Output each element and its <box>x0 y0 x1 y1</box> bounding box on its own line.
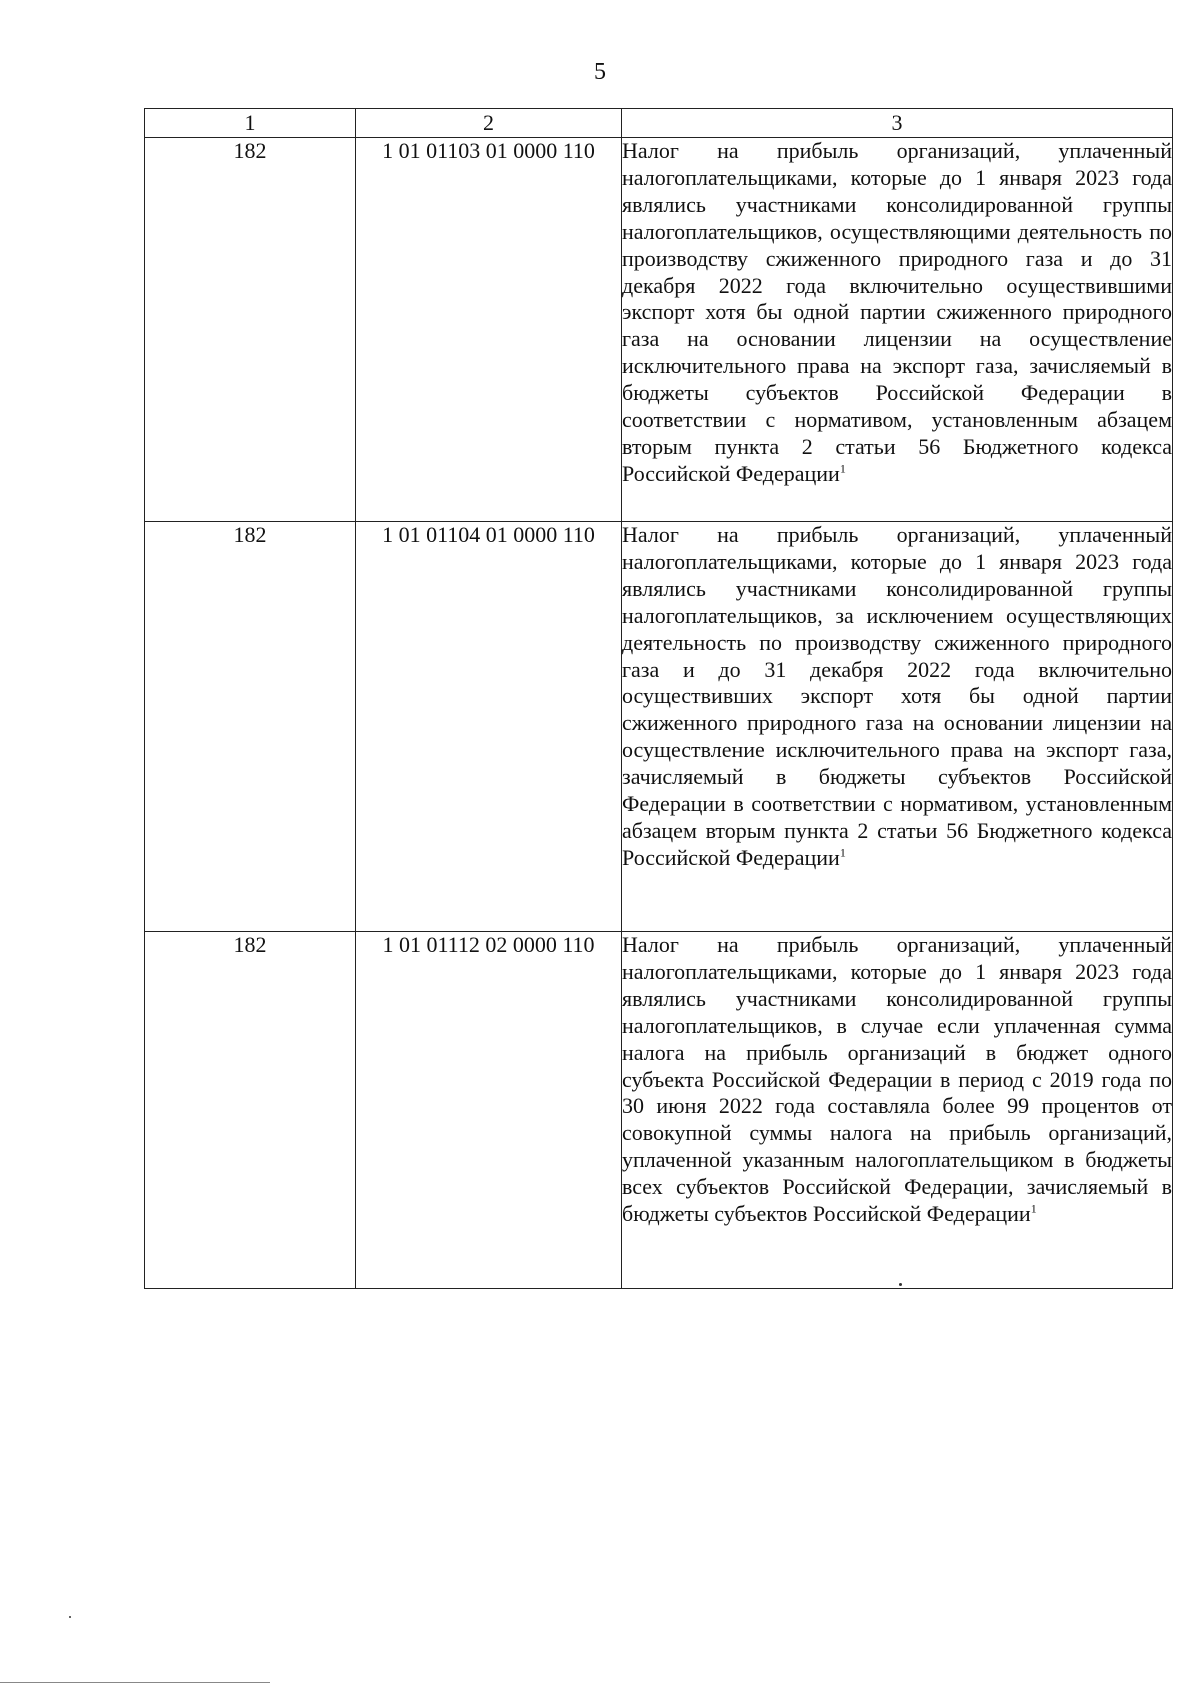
footnote-marker: 1 <box>839 845 846 860</box>
revenue-description-cell <box>622 138 1173 522</box>
administrator-code-cell: 182 <box>145 522 356 932</box>
scan-speck <box>69 1616 71 1618</box>
column-header-1: 1 <box>145 109 356 138</box>
administrator-code-cell: 182 <box>145 932 356 1289</box>
revenue-description-cell <box>622 522 1173 932</box>
footnote-marker: 1 <box>839 461 846 476</box>
table-row <box>145 138 1173 522</box>
scan-edge-line <box>0 1682 270 1683</box>
revenue-description-cell <box>622 932 1173 1289</box>
budget-classification-code-cell: 1 01 01104 01 0000 110 <box>356 522 622 932</box>
column-header-2: 2 <box>356 109 622 138</box>
footnote-marker: 1 <box>1030 1201 1037 1216</box>
revenue-description-text: Налог на прибыль организаций, уплаченный налогоплательщиками, которые до 1 января 2023 года являлись участниками консолидированной группы налогоплательщиков, в случае если уплаченная сумма налога на прибыль организаций в бюджет одного субъекта Российской Федерации в период с 2019 года по 30 июня 2022 года составляла более 99 процентов от совокупной суммы налога на прибыль организаций, уплаченной указанным налогоплательщиком в бюджеты всех субъектов Российской Федерации, зачисляемый в бюджеты субъектов Российской Федерации <box>622 932 1172 1227</box>
table-row <box>145 932 1173 1289</box>
table-header <box>145 109 1173 138</box>
budget-classification-code-cell: 1 01 01112 02 0000 110 <box>356 932 622 1289</box>
table-body <box>145 138 1173 1289</box>
column-header-3: 3 <box>622 109 1173 138</box>
administrator-code-cell: 182 <box>145 138 356 522</box>
revenue-description-text: Налог на прибыль организаций, уплаченный налогоплательщиками, которые до 1 января 2023 года являлись участниками консолидированной группы налогоплательщиков, за исключением осуществляющих деятельность по производству сжиженного природного газа и до 31 декабря 2022 года включительно осуществивших экспорт хотя бы одной партии сжиженного природного газа на основании лицензии на осуществление исключительного права на экспорт газа, зачисляемый в бюджеты субъектов Российской Федерации в соответствии с нормативом, установленным абзацем вторым пункта 2 статьи 56 Бюджетного кодекса Российской Федерации <box>622 522 1172 870</box>
budget-codes-table <box>144 108 1173 1289</box>
budget-classification-code-cell: 1 01 01103 01 0000 110 <box>356 138 622 522</box>
page-number: 5 <box>594 59 606 85</box>
revenue-description-text: Налог на прибыль организаций, уплаченный налогоплательщиками, которые до 1 января 2023 года являлись участниками консолидированной группы налогоплательщиков, осуществляющими деятельность по производству сжиженного природного газа и до 31 декабря 2022 года включительно осуществившими экспорт хотя бы одной партии сжиженного природного газа на основании лицензии на осуществление исключительного права на экспорт газа, зачисляемый в бюджеты субъектов Российской Федерации в соответствии с нормативом, установленным абзацем вторым пункта 2 статьи 56 Бюджетного кодекса Российской Федерации <box>622 138 1172 486</box>
header-row <box>145 109 1173 138</box>
table-row <box>145 522 1173 932</box>
scan-speck <box>899 1283 902 1286</box>
